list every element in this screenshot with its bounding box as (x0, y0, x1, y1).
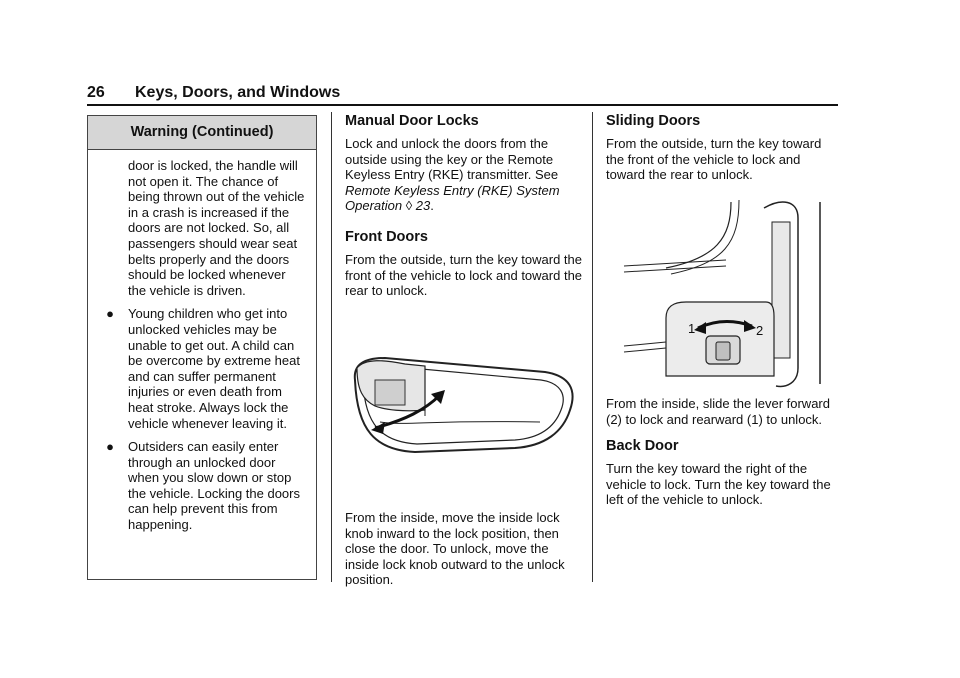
right-column (606, 112, 836, 183)
page-number: 26 (87, 84, 105, 101)
warning-bullet (100, 306, 306, 431)
warning-box (87, 115, 317, 580)
middle-column (345, 112, 585, 299)
page-ref-number[interactable]: 23 (415, 198, 431, 214)
bullet-icon: ● (106, 306, 114, 322)
back-door-text: Turn the key toward the right of the vehicle to lock. Turn the key toward the left of the vehicle to unlock. (606, 461, 831, 508)
front-doors-caption: From the inside, move the inside lock knob inward to the lock position, then close the door. To unlock, move the inside lock knob outward to the unlock position. (345, 510, 565, 588)
page-header (87, 84, 838, 106)
warning-bullet (100, 439, 306, 533)
column-divider (592, 112, 593, 582)
section-title: Keys, Doors, and Windows (135, 84, 341, 101)
bullet-icon: ● (106, 439, 114, 455)
front-doors-heading: Front Doors (345, 228, 428, 245)
see-end: . (430, 198, 434, 214)
sliding-door-lock-illustration (606, 198, 836, 388)
column-divider (331, 112, 332, 582)
right-column-lower (606, 396, 836, 508)
front-doors-caption-block (345, 510, 585, 588)
warning-body (88, 150, 316, 533)
page-ref-arrow-icon: ◊ (405, 198, 413, 214)
manual-locks-text (345, 136, 585, 214)
front-doors-text: From the outside, turn the key toward the front of the vehicle to lock and toward the rear to unlock. (345, 251, 583, 299)
front-door-lock-illustration (345, 350, 580, 468)
sliding-doors-caption: From the inside, slide the lever forward (2) to lock and rearward (1) to unlock. (606, 396, 830, 427)
header-rule (87, 104, 838, 106)
manual-locks-body: Lock and unlock the doors from the outside using the key or the Remote Keyless Entry (RKE) transmitter. (345, 136, 554, 183)
warning-continued-text: door is locked, the handle will not open it. The chance of being thrown out of the vehicle in a crash is increased if the doors are not locked. So, all passengers should wear seat belts properly and the doors should be locked whenever the vehicle is driven. (128, 158, 305, 298)
back-door-heading: Back Door (606, 438, 679, 455)
sliding-doors-text: From the outside, turn the key toward the front of the vehicle to lock and toward the rear to unlock. (606, 136, 822, 183)
sliding-doors-heading: Sliding Doors (606, 113, 701, 129)
warning-bullet-text: Outsiders can easily enter through an unlocked door when you slow down or stop the vehicle. Locking the doors can help prevent this from happening. (128, 439, 300, 533)
rke-cross-reference-link[interactable]: Remote Keyless Entry (RKE) System Operation (345, 182, 560, 214)
warning-bullet-text: Young children who get into unlocked vehicles may be unable to get out. A child can be overcome by extreme heat and can suffer permanent injuries or even death from heat stroke. Always lock the vehicle whenever leaving it. (128, 306, 300, 431)
manual-locks-heading: Manual Door Locks (345, 113, 479, 129)
warning-heading: Warning (Continued) (88, 116, 316, 150)
lever-label-2: 2 (756, 323, 764, 338)
lever-label-1: 1 (688, 321, 696, 336)
see-prefix: See (535, 167, 559, 183)
